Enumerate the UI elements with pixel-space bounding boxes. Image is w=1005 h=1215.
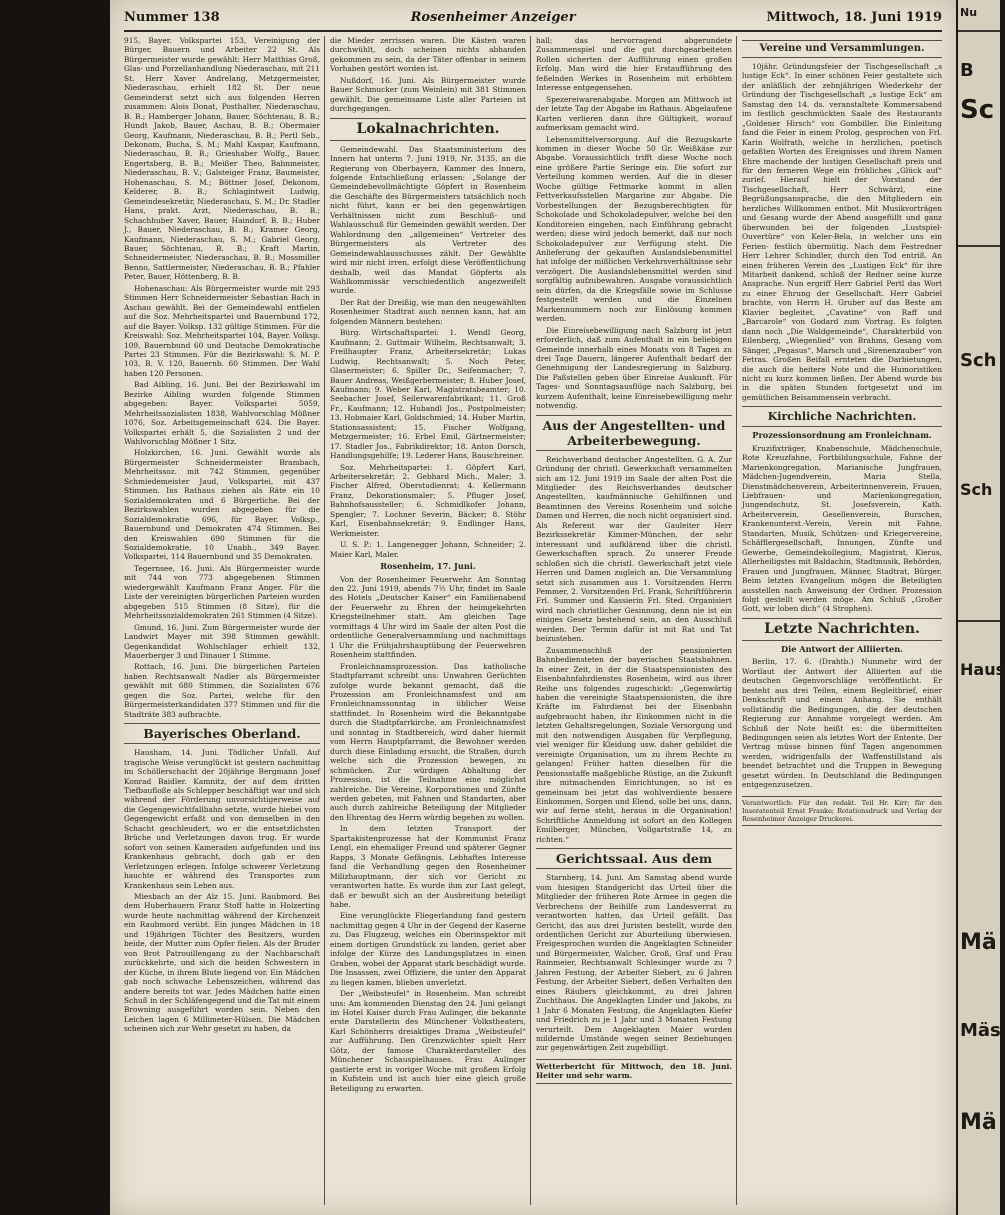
article-text: Holzkirchen, 16. Juni. Gewählt wurde als Bürgermeister Schneidermeister Brambach, Mehrheitssoz. mit 742 Stimmen, gegenüber Schmiedemeister Jaud, Volkspartei, mit 437 Stimmen. Ins Rathaus ziehen als Räte ein 10 Sozialdemokraten und 6 Bürgerliche. Bei der Bezirkswahlen wurden abgegeben für die Sozialdemokratie 696, für Bayer. Volksp., Bauernbund und Demokraten 474 Stimmen. Bei den Kreiswahlen 690 Stimmen für die Sozialdemokratie, 10 Unabh., 349 Bayer. Volkspartei, 114 Bauernbund und 35 Demokraten. [124, 448, 320, 562]
article-text: Soz. Mehrheitspartei: 1. Göpfert Karl, Arbeitersekretär; 2. Gebhard Mich., Maler; 3. Fischer Alfred, Oberstudienrat; 4. Kellermann Franz, Dekorationsmaler; 5. Pfluger Josef, Bahnhofsaussteller; 6. Schmidlkofer Johann, Spengler; 7. Lochner Severin, Bäcker; 8. Stöhr Karl, Eisenbahnsekretär; 9. Endlinger Hans, Werkmeister. [330, 462, 526, 538]
newspaper-title: Rosenheimer Anzeiger [410, 9, 576, 25]
article-text: Lebensmittelversorgung. Auf die Bezugskarte kommen in dieser Woche 50 Gr. Weißkäse zur Abgabe. Voraussichtlich trifft diese Woche noch eine größere Partie Seringe ein. Die sofort zur Verteilung kommen werden. Auf die in dieser Woche gültige Fettmarke kommt in allen Fettverkaufsstellen Margarine zur Abgabe. Die Vorbestellungen der Bezugsberechtigten für Schokolade und Schokoladepulver, welche bei den Konditoreien eingehen, nach Einführung gebracht werden; diese wird jedoch bemerkt, daß nur noch Schokoladepulver zur Verfügung steht. Die Anlieferung der gekauften Auslandslebensmittel hat infolge der mißlichen Verkehrsverhältnisse sehr verzögert. Die Auslandslebensmittel werden sind sorgfältig aufzubewahren. Ausgabe voraussichtlich sein dürfen, da die Kriegsfälle sowie im Schlusse festgestellt werden und die Einzelnen Markennummern noch zur Einlösung kommen werden. [536, 134, 732, 324]
subheading: Die Antwort der Alliierten. [780, 643, 904, 654]
article-text: Spezereiwarenabgabe. Morgen am Mittwoch ist der letzte Tag der Abgabe im Rathaus. Abgelaufene Karten verlieren dann ihre Gültigkeit, worauf aufmerksam gemacht wird. [536, 94, 732, 133]
divider [958, 30, 1000, 32]
issue-date: Mittwoch, 18. Juni 1919 [766, 9, 942, 25]
adjacent-text: Mäs [960, 1020, 1001, 1041]
section-heading: Kirchliche Nachrichten. [742, 406, 942, 427]
column-4 [742, 36, 946, 1205]
article-text: Bürg. Wirtschaftspartei: 1. Wendl Georg, Kaufmann; 2. Guttmair Wilhelm, Rechtsanwalt; 3. Freilhaupter Franz, Arbeitersekretär; Lukas Ludwig, Rechtsanwalt; 5. Noch Peter, Glasermeister; 6. Spiller Dr., Seifenmacher; 7. Bauer Andreas, Weißgerbermeister; 8. Huber Josef, Kaufmann; 9. Weber Karl, Magistratsbeamter; 10. Seebacher Josef, Seilerwarenfabrikant; 11. Groß Fr., Kaufmann; 12. Hubandl Jos., Postpolmeister; 13. Hobmaier Karl, Goldschmied; 14. Huber Martin, Stationsassistent; 15. Fischer Wolfgang, Metzgermeister; 16. Erbel Emil, Gärtnermeister; 17. Stadler Jos., Fabrikdirektor; 18. Anton Dorsch, Handlungsgehilfe; 19. Lederer Hans, Bauschreiner. [330, 328, 526, 461]
article-text: Der Rat der Dreißig, wie man den neugewählten Rosenheimer Stadtrat auch nennen kann, hat am folgenden Männern bestehen: [330, 297, 526, 326]
article-text: Kruzifixträger, Knabenschule, Mädchenschule, Rote Kreuzfahne, Fortbildungsschule, Fahne der Marienkongregation, Marianische Jungfrauen, Mädchen-Jugendverein, Maria Stella, Dienstmädchenverein, Arbeiterinnenverein, Frauen, Liebfrauen- und Marienkongregation, Jungendschutz, St. Josefsverein, Kath. Arbeiterverein, Gesellenverein, Burschen, Krankenunterst.-Verein, Verein mit Fahne, Standarten, Musik, Schützen- und Kriegervereine, Schäfflergesellschaft, Innungen, Zünfte und Gewerbe, Gemeindekollegium, Magistrat, Klerus, Allerheiligstes mit Baldachin, Stadtmusik, Behörden, Frauen und Jungfrauen, Männer, Stadtrat, Bürger. Beim letzten Evangelium mögen die Beteiligten ausstellen nach Anweisung der Ordner. Prozession folgt gestellt werden möge. Am Schluß „Großer Gott, wir loben dich“ (4 Strophen). [742, 443, 942, 614]
article-text: Die Einreisebewilligung nach Salzburg ist jetzt erforderlich, daß zum Aufenthalt in ein beliebigen Gemeinde innerhalb eines Monats von 8 Tagen zu drei Tage Dauern, längerer Aufenthalt bedarf der Genehmigung der Landesregierung in Salzburg. Die Paßstellen geben über Einreise Auskunft. Für Tages- und Sonntagsausflüge nach Salzburg, bei kurzem Aufenthalt, keine Einreisebewilligung mehr notwendig. [536, 325, 732, 411]
article-text: Von der Rosenheimer Feuerwehr. Am Sonntag den 22. Juni 1919, abends 7½ Uhr, findet im Saale des Hotels „Deutscher Kaiser“ ein Familienabend der Feuerwehr zu Ehren der heimgekehrten Kriegsteilnehmer statt. Am gleichen Tage vormittags 4 Uhr wird im Saale der alten Post die ordentliche Generalversammlung und nachmittags 1 Uhr die Frühjahrshauptübung der Feuerwehren Rosenheim stattfinden. [330, 574, 526, 660]
column-rule [736, 36, 737, 1205]
article-text: Gmund, 16. Juni. Zum Bürgermeister wurde der Landwirt Mayer mit 398 Stimmen gewählt. Gegenkandidat Wohlschlager erhielt 132, Mauerberger 3 und Dinauer 1 Stimme. [124, 622, 320, 660]
column-1 [124, 36, 324, 1205]
article-text: hall; das hervorragend abgerundete Zusammenspiel und die gut durchgearbeiteten Rollen sicherten der Aufführung einen großen Erfolg. Man wird die hier Erstaufführung des feßelnden Werkes in Rosenheim mit erhöhtem Interesse entgegensehen. [536, 36, 732, 93]
article-text: 10jähr. Gründungsfeier der Tischgesellschaft „s lustige Eck“. In einer schönen Feier gestaltete sich der anläßlich der zehnjährigen Wiederkehr der Gründung der Tischgesellschaft „s lustige Eck“ am Samstag den 14. ds. veranstaltete Kommersabend im festlich geschmückten Saale des Restaurants „Goldener Hirsch“ von Gombiller. Die Einleitung fand die Feier in einem Prolog, gesprochen von Frl. Karin Wolfrath, welche in herzlichen, poetisch gefaßten Worten des Ereignisses und ihrem Namen Ehre machende der lustigen Gesellschaft preis und für den ferneren Wege ein fröhliches „Glück auf“ zurief. Hierauf hielt der Vorstand der Tischgesellschaft, Herr Schwärzl, eine Begrüßungsansprache, die den Mitgliedern ein herzliches Willkommen entbot. Mit Musikvorträgen und Gesang wurde der Abend ausgefüllt und ganz überwunden bei der folgenden „Lustspiel-Ouvertüre“ von Keler-Bela, in welcher uns ein Ferien- festlich übermütig. Nach dem Festredner Herr Lehrer Schindler, durch den Tod entriß. An einen früheren Verein des „Lustigen Eck“ für ihre Mitarbeit dankend, schloß der Redner seine kurze Ansprache. Nun ergriff Herr Gabriel Pertl das Wort zu einer Ehrung der Gesellschaft. Herr Gabriel brachte, von Herrn H. Gruber auf das Beste am Klavier begleitet, „Cavatine“ von Raff und „Barcarole“ von Godard zum Vortrag. Es folgten dann noch „Die Waldgemeinde“, Charakterbild von Eilenberg, „Wiegenlied“ von Brahms, Gesang vom Sänger, „Pegasus“, Marsch und „Sirenenzauber“ von Fetras. Großen Beifall ernteten die Darbietungen, die auch die heitere Note und die Humoristiken nicht zu kurz kommen ließen. Der Abend wurde bis in die späten Stunden fortgesetzt und im gemütlichen Beisammensein verbracht. [742, 62, 942, 402]
article-text: Reichsverband deutscher Angestellten. G. A. Zur Gründung der christl. Gewerkschaft versammelten sich am 12. Juni 1919 im Saale der alten Post die Mitglieder des Reichsverbandes deutscher Angestellten, kaufmännische Gehilfinnen und Beamtinnen des Vereins Rosenheim und solche Damen und Herren, die noch nicht organisiert sind. Als Referent war der Gauleiter Herr Bezirkssekretär Kimmer-München, der sehr interessant und aufklärend über die christl. Gewerkschaften sprach. Zu unserer Freude schloßen sich die christl. Gewerkschaft jetzt viele Herren und Damen zugleich an. Die Versammlung setzt sich zusammen aus 1. Vorsitzenden Herrn Pemmer, 2. Vorsitzenden Frl. Frank, Schriftführerin Frl. Summer und Kassierin Frl. Sted. Organisiert wird nach christlicher Gesinnung, denn nie ist ein einiges Gesetz bestehend sein, an den Ausschluß werden. Der Termin dafür ist mit Rat und Tat beizustehen. [536, 454, 732, 644]
article-text: Gemeindewahl. Das Staatsministerium des Innern hat unterm 7. Juni 1919, Nr. 3135, an die Regierung von Oberbayern, Kammer des Innern, folgende Entschließung erlassen: „Solange der Gemeindebevollmächtigte Göpfert in Rosenheim die Geschäfte des Bürgermeisters tatsächlich noch nicht führt, kann er bei den gegenwärtigen Verhältnissen nicht zum Beschluß- und Wahlausschuß für Gemeinden gewählt werden. Der Wahlordnung den „allgemeinen“ Vertreter des Bürgermeisters als Vertreter des Gemeindewahlausschusses zählt. Der Gewählte wird mir nicht irren, erfolgt diese Veröffentlichung deshalb, weil das Mandat Göpferts als Wahlkommissär verschiedentlich angezweifelt wurde. [330, 144, 526, 296]
column-2 [330, 36, 530, 1205]
article-text: Eine verunglückte Fliegerlandung fand gestern nachmittag gegen 4 Uhr in der Gegend der Kaserne zu. Das Flugzeug, welches ein Oberinspektor mit einem dortigen Grundstück zu landen, geriet aber infolge der Kürze des Landungsplatzes in einen Graben, wobei der Apparat stark beschädigt wurde. Die Insassen, zwei Offiziere, die unter den Apparat zu liegen kamen, blieben unverletzt. [330, 911, 526, 987]
adjacent-text: Mä [960, 930, 997, 955]
section-heading: Letzte Nachrichten. [742, 618, 942, 641]
article-text: Tegernsee, 16. Juni. Als Bürgermeister wurde mit 744 von 773 abgegebenen Stimmen wiedergewählt Kaufmann Franz Anger. Für die Liste der vereinigten bürgerlichen Parteien wurden abgegeben 515 Stimmen (8 Sitze), für die Mehrheitssozialdemokraten 261 Stimmen (4 Sitze). [124, 563, 320, 621]
subheading: Prozessionsordnung am Fronleichnam. [752, 430, 932, 441]
adjacent-text: Nu [960, 6, 978, 19]
section-heading: Lokalnachrichten. [330, 118, 526, 141]
newspaper-page [110, 0, 956, 1215]
column-rule [530, 36, 531, 1205]
adjacent-text: Mä [960, 1110, 997, 1135]
divider [958, 620, 1000, 622]
adjacent-text: Sch [960, 350, 997, 371]
column-rule [324, 36, 325, 1205]
issue-number: Nummer 138 [124, 9, 220, 25]
article-text: Rottach, 16. Juni. Die bürgerlichen Parteien haben Rechtsanwalt Nadler als Bürgermeister gewählt mit 680 Stimmen, die Sozialisten 676 gegen die Soz. Partei, welche für den Bürgermeisterkandidaten 377 Stimmen und für die Stadträte 383 aufbrachte. [124, 662, 320, 719]
article-text: Der „Weibsteufel“ in Rosenheim. Man schreibt uns: Am kommenden Dienstag den 24. Juni gelangt im Hotel Kaiser durch Frau Aulinger, die bekannte erste Darstellerin des Münchener Volkstheaters, Karl Schönherrs dreiaktiges Drama „Weibsteufel“ zur Aufführung. Den Grenzwächter spielt Herr Götz, der famose Charakterdarsteller des Münchener Schauspielhauses. Frau Aulinger gastierte erst in voriger Woche mit großem Erfolg in Kufstein und ist auch hier eine gleich große Beteiligung zu erwarten. [330, 989, 526, 1093]
adjacent-text: Haus [960, 660, 1005, 679]
adjacent-text: Sch [960, 480, 993, 499]
article-text: Berlin, 17. 6. (Drahtb.) Nunmehr wird der Wortlaut der Antwort der Alliierten auf die deutschen Gegenvorschläge veröffentlicht. Er besteht aus drei Teilen, einem Begleitbrief, einer Denkschrift und einem Anhang. Sie enthält vollständig die Bedingungen, die der deutschen Regierung zur Annahme vorgelegt werden. Am Schluß der Note heißt es: die übermittelten Bedingungen seien als letztes Wort der Entente. Der Vertrag müsse binnen fünf Tagen angenommen werden, widrigenfalls der Waffenstillstand als beendet betrachtet und die Truppen in Bewegung gesetzt würden. In Deutschland die Bedingungen entgegenzusetzen. [742, 657, 942, 790]
article-text: Miesbach an der Alz 15. Juni. Raubmord. Bei dem Huberbauern Franz Stoff hatte in Holzerting wurde heute nachmittag während der Kirchenzeit ein Raubmord verübt. Ein junges Mädchen in 18 und 19jährigen Töchter des Besitzers, wurden beide, der Mutter zum Opfer fielen. Als der Bruder von Brot Patrouillengang zu der Nachbarschaft zurückkehrte, und sich die beiden Schwestern in der Küche, in ihrem Blute liegend vor. Ein Mädchen gab noch schwache Lebenszeichen, während das andere bereits tot war. Jedes Mädchen hatte einen Schuß in der Schläfengegend und die Tat mit einem Browning ausgeführt worden sein. Neben den Leichen lagen 6 Millimeter-Hülsen. Die Mädchen scheinen sich zur Wehr gesetzt zu haben, da [124, 891, 320, 1034]
article-text: Hohenaschau: Als Bürgermeister wurde mit 293 Stimmen Herr Schneidermeister Sebastian Bach in Aschau gewählt. Bei der Gemeindewahl entfielen auf die Soz. Mehrheitspartei und Bauernbund 172, auf die Bayer. Volksp. 132 gültige Stimmen. Für die Kreiswahl: Soz. Mehrheitspartei 104, Bayer. Volksp. 109, Bauernbund 60 und Deutsche Demokratische Partei 23 Stimmen. Für die Bezirkswahl: S. M. P. 103, B. V. 120, Bauernb. 60 Stimmen. Der Wahl haben 120 Personen. [124, 283, 320, 378]
adjacent-text: Sc [960, 95, 995, 125]
article-text: Starnberg, 14. Juni. Am Samstag abend wurde vom hiesigen Standgericht das Urteil über die Mitglieder der früheren Rote Armee in gegen die Verbrechens der Beihilfe zum Landesverrat zu verantworten hatten, das Urteil gefällt. Das Gericht, das aus drei Juristen bestellt, wurde den ordentlichen Gericht zur Aburteilung überwiesen. Freigesprochen wurden die Angeklagten Schneider und Bürgermeister, Walcher, Groß, Graf und Frau Rainmeier, Rechtsanwalt Schlesinger wurde zu 7 Jahren Festung, der Arbeiter Siebert, zu 6 Jahren Festung, der Arbeiter Siebert, deßen Verhalten den eines Räubers gleichkommt, zu drei Jahren Zuchthaus. Die Angeklagten Linder und Jakobs, zu 1 Jahr 6 Monaten Festung, die Angeklagten Kiefer und Friedrich zu je 1 Jahr und 3 Monaten Festung verurteilt. Dem Angeklagten Maier wurden mildernde Umstände wegen seiner Beziehungen zur gegenwärtigen Zeit zugebilligt. [536, 873, 732, 1053]
scan-margin [0, 0, 110, 1215]
adjacent-text: B [960, 60, 974, 81]
article-text: Fronleichnamsprozession. Das katholische Stadtpfarramt schreibt uns: Unwahren Gerüchten zufolge wurde bekannt gemacht, daß die Prozession am Fronleichnamsfest und am Fronleichnamssonntag in üblicher Weise stattfindet. In Rosenheim wird die Bekanntgabe durch die Stadtpfarrkirche, am Fronleichnamsfest und sonntag in Stadtbereich, wird daher hiermit vom Herrn Hauptpfarramt, die Bewohner werden durch diese Einladung ersucht, die Straßen, durch welche sich die Prozession bewegen, zu schmücken. Zur würdigen Abhaltung der Prozession, ist die Teilnahme eine möglichst zahlreiche. Die Vereine, Korporationen und Zünfte werden gebeten, mit Fahnen und Standarten, aber auch durch zahlreiche Beteiligung der Mitglieder den Ehrentag des Herrn würdig begehen zu wollen. [330, 661, 526, 822]
section-heading: Bayerisches Oberland. [124, 723, 320, 744]
column-3 [536, 36, 736, 1205]
section-heading: Gerichtssaal. Aus dem [536, 848, 732, 869]
article-text: Zusammenschluß der pensionierten Bahnbediensteten der bayerischen Staatsbahnen. In einer Zeit, in der die Staatspensionisten des Eisenbahnfahrdienstes Rosenheim, wird aus ihrer Reihe uns folgendes zugeschickt: „Gegenwärtig haben die vereinigte Staatspensionisten, die ihre Kräfte im Fahrdienst bei der Eisenbahn aufgebraucht haben, ihr Einkommen nicht in die letzten Gehaltsregelungen, Soziale Versorgung und mit den notwendigen Ausgaben für Verpflegung, viel weniger für Kleidung usw. daher gebildet die vereinigte Organisation, um zu ihrem Rechte zu gelangen! Früher hatten dieselben für die Pensionsstaffe maßgebliche Rüstige, an die Zukunft ihre mitmachenden Einrichtungen, so ist es gemeinsam bei jetzt das wohlverdiente bessere Einkommen, Sorgen und Elend, solle bei uns, dann, wir auf ferne steht, heraus in die Organisation! Schriftliche Anmeldung ist sofort an den Kollegen Emilberger, München, Vollgartstraße 14, zu richten.“ [536, 645, 732, 844]
weather-report: Wetterbericht für Mittwoch, den 18. Juni. Heiter und sehr warm. [536, 1059, 732, 1084]
adjacent-page-edge [958, 0, 1005, 1215]
imprint: Verantwortlich: Für den redakt. Teil Hr. Kirr; für den Inseratenteil Ernst Franke; Rotationsdruck und Verlag der Rosenheimer Anzeiger Druckerei. [742, 796, 942, 826]
article-text: Hausham, 14. Juni. Tödlicher Unfall. Auf tragische Weise verunglückt ist gestern nachmittag im Schöllerschacht der 20jährige Bergmann Josef Konrad Baidler. Kamnitz, der auf dem dritten Tiefbaufloße als Schlepper beschäftigt war und sich während der Förderung unvorsichtigerweise auf die Gegengewichtfallbahn setzte, wurde hiebei vom Gegengewicht erfaßt und von demselben in den Schacht geschleudert, wo er die entsetzlichsten Brüche und Verletzungen davon trug. Er wurde sofort von seinen Kameraden aufgefunden und ins Krankenhaus gebracht, doch gab er den Verletzungen erlegen. Infolge schwerer Verletzung hauchte er während des Transportes zum Krankenhaus sein Leben aus. [124, 748, 320, 890]
page-header [124, 4, 942, 32]
article-text: Bad Aibling, 16. Juni. Bei der Bezirkswahl im Bezirke Aibling wurden folgende Stimmen abgegeben: Bayer. Volkspartei 5059, Mehrheitssozialisten 1838, Wahlvorschlag Mößner 1076, Soz. Arbeitsgemeinschaft 624. Die Bayer. Volkspartei erhält 5, die Sozialisten 2 und der Wahlvorschlag Mößner 1 Sitz. [124, 380, 320, 447]
article-text: 915, Bayer. Volkspartei 153, Vereinigung der Bürger, Bauern und Arbeiter 22 St. Als Bürgermeister wurde gewählt: Herr Matthias Groß, Glas- und Porzellanhandlung Niederaschau, mit 211 St. Herr Xaver Andrelang, Metzgermeister, Niederaschau, erhielt 182 St. Der neue Gemeinderat setzt sich aus folgenden Herren zusammen: Alois Donat, Posthalter, Niederaschau, B. B.; Hamberger Johann, Bauer, Söchtenau, B. B.; Hundt Jakob, Bauer, Aschau, B. B.; Obermaier Georg, Kaufmann, Niederaschau, B. B.; Pertl Seb., Dekonom, Bucha, S. M.; Mahl Kaspar, Kaufmann, Niederaschau, B. B.; Grieshaber Wolfg., Bauer, Engertsberg, B. B.; Meißer Theo, Bahnmeister, Niederaschau, B. V.; Galsteiger Franz, Baumeister, Hohenaschau, S. M.; Böttner Josef, Dekonom, Kelderer, B. B.; Schlagintweit Ludwig, Gemeindesekretär, Niederaschau, S. M.; Dr. Stadler Hans, prakt. Arzt, Niederaschau, B. B.; Schachhuber Xaver, Bauer, Haindorf, B. B.; Huber J., Bauer, Niederaschau, B. B.; Kramer Georg, Kaufmann, Niederaschau, S. M.; Gabriel Georg, Bauer, Söchtenau, B. B.; Kraft Martin, Schneidermeister, Niederaschau, B. B.; Mossmiller Benno, Sattlermeister, Niederaschau, B. B.; Pfahler Peter, Bauer, Höttenberg, B. B. [124, 36, 320, 282]
dateline: Rosenheim, 17. Juni. [380, 561, 476, 572]
section-heading: Vereine und Versammlungen. [742, 40, 942, 58]
article-text: U. S. P.: 1. Langenegger Johann, Schneider; 2. Maier Karl, Maler. [330, 540, 526, 559]
article-text: In dem letzten Transport der Spartakistenprozesse hat der Kommunist Franz Lengl, ein ehemaliger Freund und späterer Gegner Rapps, 3 Monate Gefängnis. Lebhaftes Interesse fand die Verhandlung gegen den Rosenheimer Milizhauptmann, der sich vor Gericht zu verantworten hatte. Es wurde ihm zur Last gelegt, daß er bewußt sich an der Ausbreitung beteiligt habe. [330, 824, 526, 909]
article-text: Nußdorf, 16. Juni. Als Bürgermeister wurde Bauer Schmucker (zum Weinlein) mit 381 Stimmen gewählt. Die gemeinsame Liste aller Parteien ist durchgegangen. [330, 75, 526, 114]
divider [958, 245, 1000, 247]
article-text: die Mieder zerrissen waren. Die Kästen waren durchwühlt, doch scheinen nichts abhanden gekommen zu sein, da der Täter offenbar in seinem Vorhaben gestört worden ist. [330, 36, 526, 74]
section-heading: Aus der Angestellten- und Arbeiterbewegung. [536, 415, 732, 451]
